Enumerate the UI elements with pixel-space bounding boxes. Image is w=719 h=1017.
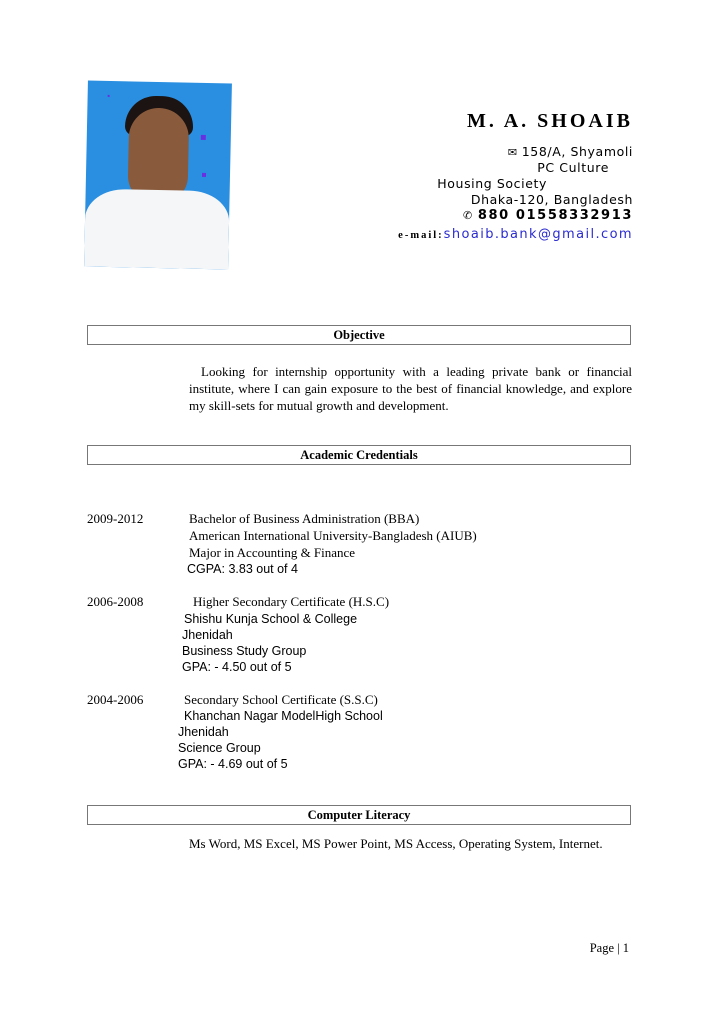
grade: CGPA: 3.83 out of 4 (187, 562, 298, 576)
grade: GPA: - 4.69 out of 5 (178, 757, 288, 771)
institution: American International University-Bangladesh (AIUB) (189, 528, 477, 543)
entry-years: 2006-2008 (87, 594, 144, 609)
address-line-2: PC Culture (537, 160, 609, 175)
entry-years: 2009-2012 (87, 511, 144, 526)
major: Major in Accounting & Finance (189, 545, 356, 560)
study-group: Science Group (178, 741, 261, 755)
email-link[interactable]: shoaib.bank@gmail.com (443, 227, 633, 242)
institution: Khanchan Nagar ModelHigh School (184, 709, 383, 723)
location: Jhenidah (182, 628, 233, 642)
address-line-1: ✉ 158/A, Shyamoli (507, 144, 633, 159)
envelope-icon: ✉ (507, 146, 518, 159)
address-line-3: Housing Society (437, 176, 547, 191)
page-number: Page | 1 (589, 941, 629, 955)
phone-icon: ✆ (463, 209, 474, 222)
section-heading-objective: Objective (87, 325, 631, 345)
section-heading-computer: Computer Literacy (87, 805, 631, 825)
study-group: Business Study Group (182, 644, 307, 658)
entry-years: 2004-2006 (87, 692, 144, 707)
email-label: e-mail: (398, 230, 444, 241)
objective-text: Looking for internship opportunity with a leading private bank or financial institute, where I can gain exposure to the best of financial knowledge, and explore my skill-sets for mutual growth and development. (189, 364, 632, 413)
location: Jhenidah (178, 725, 229, 739)
phone-number: ✆ 880 01558332913 (463, 208, 633, 223)
institution: Shishu Kunja School & College (184, 612, 358, 626)
degree-title: Bachelor of Business Administration (BBA) (189, 511, 420, 526)
section-heading-academic: Academic Credentials (87, 445, 631, 465)
profile-photo (84, 81, 232, 270)
address-line-4: Dhaka-120, Bangladesh (470, 192, 633, 207)
candidate-name: M. A. SHOAIB (466, 110, 633, 132)
email-row (398, 225, 633, 243)
grade: GPA: - 4.50 out of 5 (182, 660, 292, 674)
computer-skills-text: Ms Word, MS Excel, MS Power Point, MS Access, Operating System, Internet. (189, 836, 603, 851)
degree-title: Secondary School Certificate (S.S.C) (184, 692, 378, 707)
degree-title: Higher Secondary Certificate (H.S.C) (193, 594, 390, 609)
